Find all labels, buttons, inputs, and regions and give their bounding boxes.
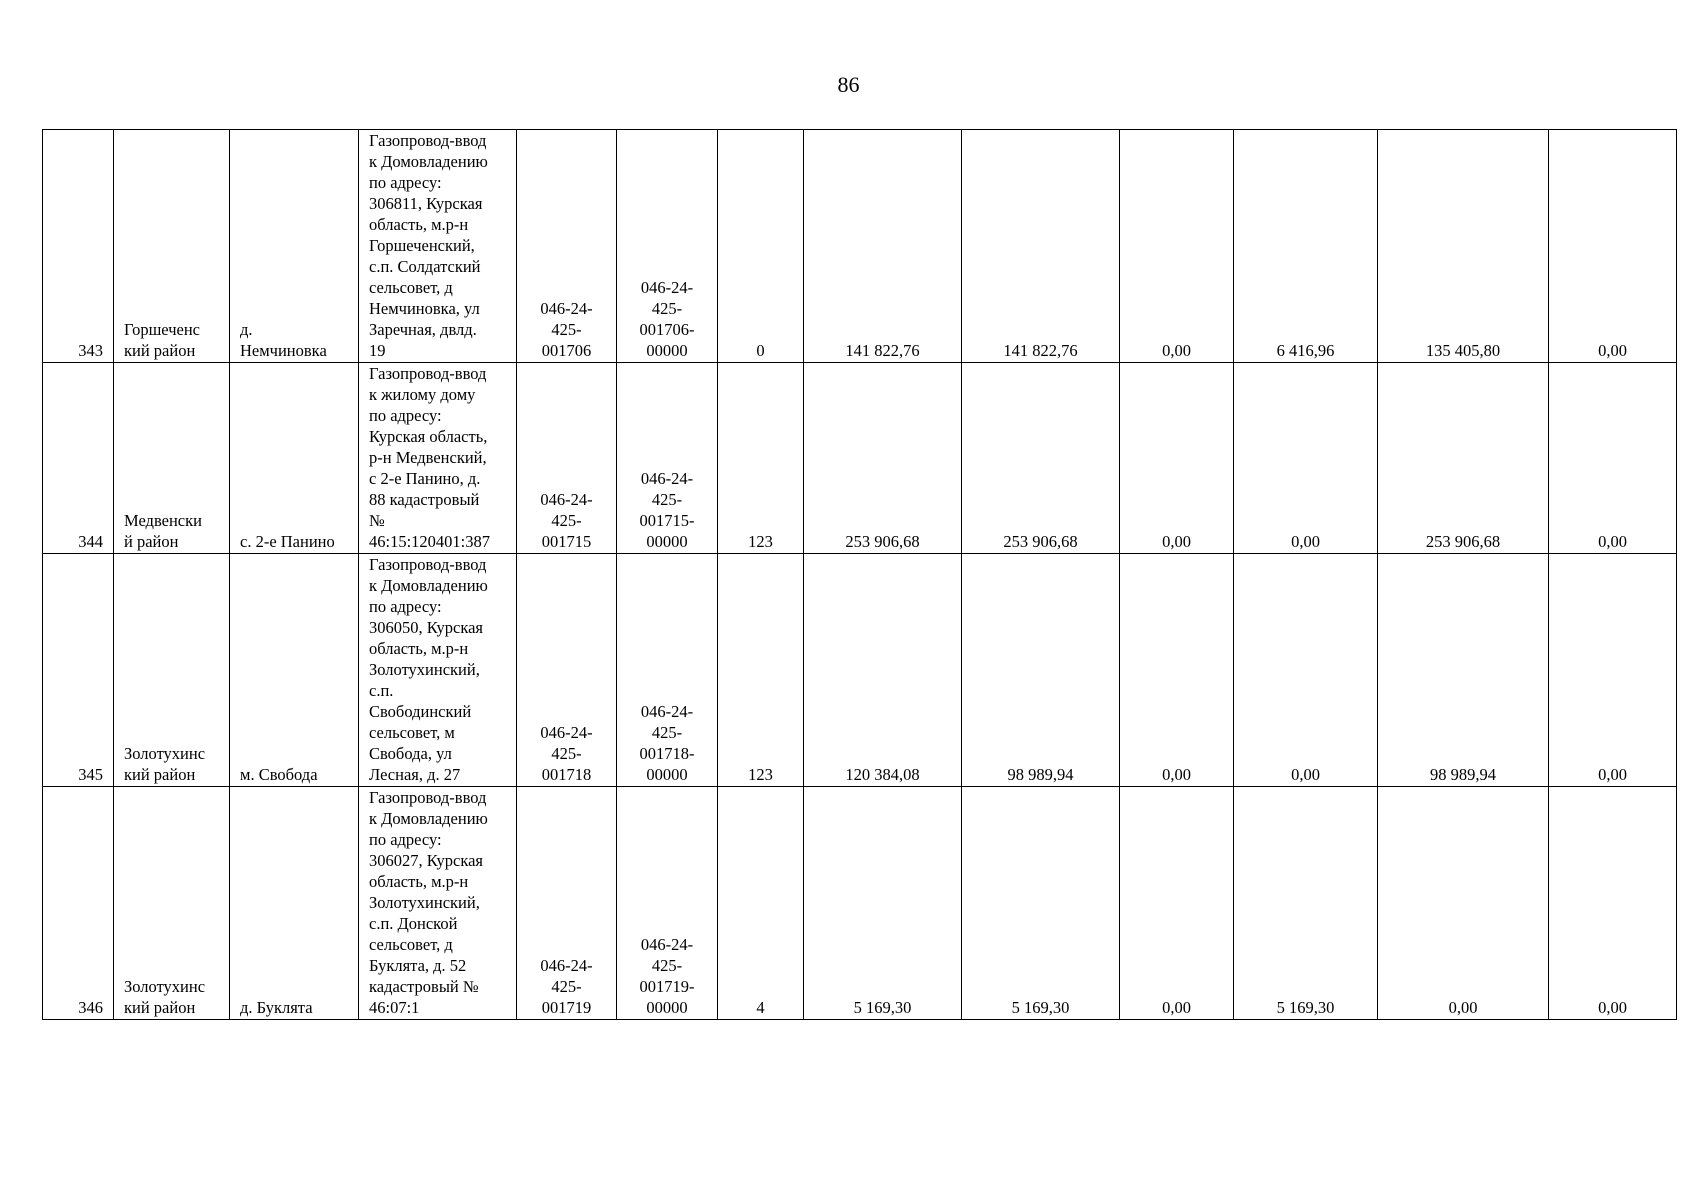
- object-description-cell: Газопровод-ввод к Домовладению по адресу: 306050, Курская область, м.р-н Золотухинский, с.п. Свободинский сельсовет, м Свобода, ул Лесная, д. 27: [369, 555, 488, 784]
- district-cell: Медвенски й район: [124, 511, 202, 551]
- row-number: 343: [43, 130, 114, 363]
- settlement-cell: д. Буклята: [240, 998, 313, 1017]
- table-row: [43, 787, 1677, 1020]
- value-cell-5: 253 906,68: [1378, 363, 1549, 554]
- value-cell-4: 6 416,96: [1234, 130, 1378, 363]
- object-code-cell: 046-24- 425- 001715: [540, 490, 593, 551]
- value-cell-5: 0,00: [1378, 787, 1549, 1020]
- value-cell-5: 135 405,80: [1378, 130, 1549, 363]
- data-table: [42, 129, 1677, 1020]
- value-cell-4: 0,00: [1234, 363, 1378, 554]
- object-code-cell: 046-24- 425- 001719: [540, 956, 593, 1017]
- inventory-code-cell: 046-24- 425- 001715- 00000: [639, 469, 695, 551]
- value-cell-6: 0,00: [1549, 787, 1677, 1020]
- value-cell-6: 0,00: [1549, 363, 1677, 554]
- value-cell-2: 98 989,94: [962, 554, 1120, 787]
- inventory-code-cell: 046-24- 425- 001719- 00000: [639, 935, 695, 1017]
- row-number: 345: [43, 554, 114, 787]
- value-cell-6: 0,00: [1549, 554, 1677, 787]
- district-cell: Горшеченс кий район: [124, 320, 200, 360]
- value-cell-1: 120 384,08: [804, 554, 962, 787]
- count-cell: 0: [718, 130, 804, 363]
- value-cell-1: 5 169,30: [804, 787, 962, 1020]
- value-cell-5: 98 989,94: [1378, 554, 1549, 787]
- inventory-code-cell: 046-24- 425- 001706- 00000: [639, 278, 695, 360]
- object-description-cell: Газопровод-ввод к Домовладению по адресу: 306027, Курская область, м.р-н Золотухинский, с.п. Донской сельсовет, д Буклята, д. 52 кадастровый № 46:07:1: [369, 788, 488, 1017]
- object-description-cell: Газопровод-ввод к Домовладению по адресу: 306811, Курская область, м.р-н Горшеченский, с.п. Солдатский сельсовет, д Немчиновка, ул Заречная, двлд. 19: [369, 131, 488, 360]
- table-row: [43, 363, 1677, 554]
- count-cell: 123: [718, 363, 804, 554]
- row-number: 344: [43, 363, 114, 554]
- value-cell-6: 0,00: [1549, 130, 1677, 363]
- value-cell-2: 253 906,68: [962, 363, 1120, 554]
- object-code-cell: 046-24- 425- 001718: [540, 723, 593, 784]
- count-cell: 4: [718, 787, 804, 1020]
- settlement-cell: д. Немчиновка: [240, 320, 327, 360]
- row-number: 346: [43, 787, 114, 1020]
- district-cell: Золотухинс кий район: [124, 744, 206, 784]
- value-cell-2: 5 169,30: [962, 787, 1120, 1020]
- value-cell-1: 141 822,76: [804, 130, 962, 363]
- table-row: [43, 554, 1677, 787]
- value-cell-1: 253 906,68: [804, 363, 962, 554]
- inventory-code-cell: 046-24- 425- 001718- 00000: [639, 702, 695, 784]
- settlement-cell: м. Свобода: [240, 765, 318, 784]
- value-cell-4: 0,00: [1234, 554, 1378, 787]
- district-cell: Золотухинс кий район: [124, 977, 206, 1017]
- table-row: [43, 130, 1677, 363]
- object-code-cell: 046-24- 425- 001706: [540, 299, 593, 360]
- value-cell-3: 0,00: [1120, 554, 1234, 787]
- value-cell-4: 5 169,30: [1234, 787, 1378, 1020]
- value-cell-3: 0,00: [1120, 130, 1234, 363]
- value-cell-3: 0,00: [1120, 363, 1234, 554]
- count-cell: 123: [718, 554, 804, 787]
- value-cell-3: 0,00: [1120, 787, 1234, 1020]
- value-cell-2: 141 822,76: [962, 130, 1120, 363]
- page-number: 86: [837, 72, 860, 97]
- object-description-cell: Газопровод-ввод к жилому дому по адресу: Курская область, р-н Медвенский, с 2-е Панино, д. 88 кадастровый № 46:15:120401:387: [369, 364, 491, 551]
- settlement-cell: с. 2-е Панино: [240, 532, 335, 551]
